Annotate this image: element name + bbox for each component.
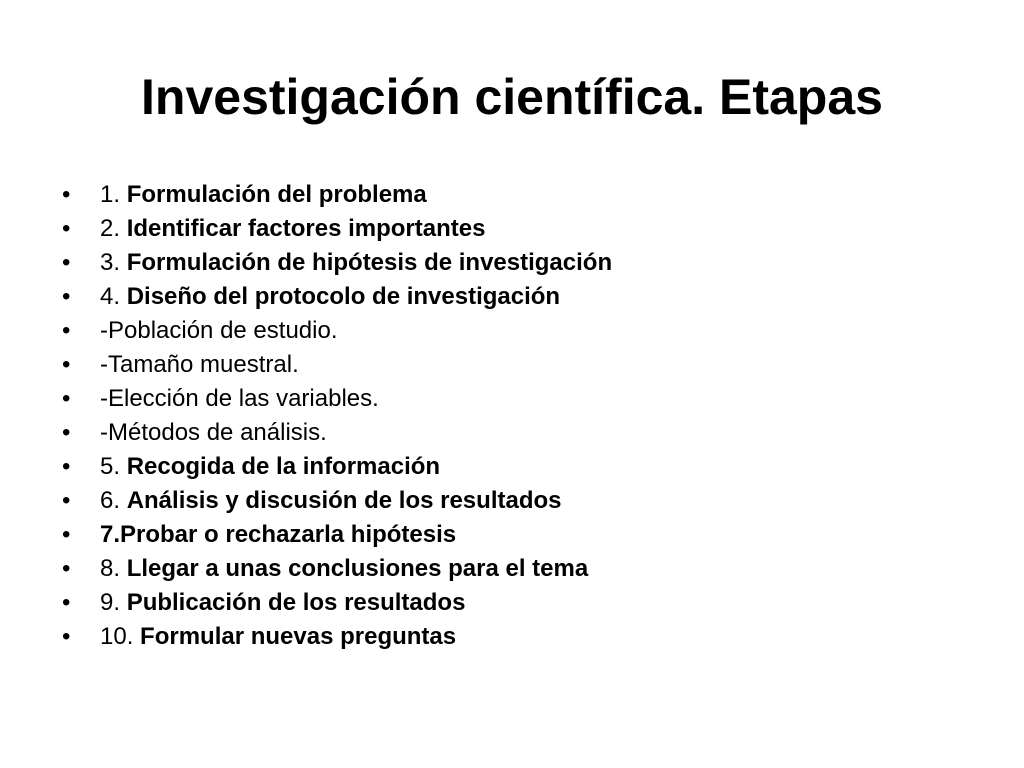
bullet-icon: • (62, 487, 71, 514)
bullet-icon: • (62, 419, 71, 446)
list-item (62, 280, 612, 314)
list-item-label: -Población de estudio. (100, 317, 338, 344)
list-item (62, 314, 612, 348)
bullet-icon: • (62, 249, 71, 276)
bullet-icon: • (62, 623, 71, 650)
list-item-number: 2. (100, 215, 127, 242)
list-item (62, 246, 612, 280)
list-item-label: Formulación del problema (126, 181, 427, 208)
list-item-number: 3. (100, 249, 127, 276)
list-item-label: 7.Probar o rechazarla hipótesis (100, 521, 457, 548)
list-item-number: 8. (100, 555, 127, 582)
list-item-label: Llegar a unas conclusiones para el tema (126, 555, 589, 582)
bullet-icon: • (62, 385, 71, 412)
list-item-label: -Métodos de análisis. (100, 419, 327, 446)
bullet-icon: • (62, 317, 71, 344)
list-item-number: 1. (100, 181, 127, 208)
list-item (62, 620, 612, 654)
list-item (62, 416, 612, 450)
list-item (62, 178, 612, 212)
bullet-icon: • (62, 453, 71, 480)
list-item-label: Análisis y discusión de los resultados (126, 487, 562, 514)
bullet-icon: • (62, 283, 71, 310)
bullet-icon: • (62, 351, 71, 378)
list-item (62, 552, 612, 586)
bullet-list (62, 178, 612, 654)
list-item (62, 518, 612, 552)
bullet-icon: • (62, 215, 71, 242)
list-item (62, 450, 612, 484)
list-item-number: 5. (100, 453, 127, 480)
list-item-label: Publicación de los resultados (126, 589, 466, 616)
bullet-icon: • (62, 521, 71, 548)
list-item-label: Diseño del protocolo de investigación (126, 283, 561, 310)
list-item (62, 382, 612, 416)
list-item-number: 10. (100, 623, 141, 650)
list-item-label: Formulación de hipótesis de investigación (126, 249, 613, 276)
list-item (62, 348, 612, 382)
list-item-label: Formular nuevas preguntas (140, 623, 457, 650)
list-item (62, 212, 612, 246)
list-item-label: -Elección de las variables. (100, 385, 379, 412)
list-item-number: 6. (100, 487, 127, 514)
slide-title: Investigación científica. Etapas (141, 69, 883, 125)
list-item-label: Recogida de la información (126, 453, 441, 480)
bullet-icon: • (62, 555, 71, 582)
list-item-label: -Tamaño muestral. (100, 351, 299, 378)
bullet-icon: • (62, 181, 71, 208)
list-item-number: 4. (100, 283, 127, 310)
list-item-label: Identificar factores importantes (126, 215, 486, 242)
bullet-icon: • (62, 589, 71, 616)
list-item (62, 484, 612, 518)
list-item (62, 586, 612, 620)
list-item-number: 9. (100, 589, 127, 616)
